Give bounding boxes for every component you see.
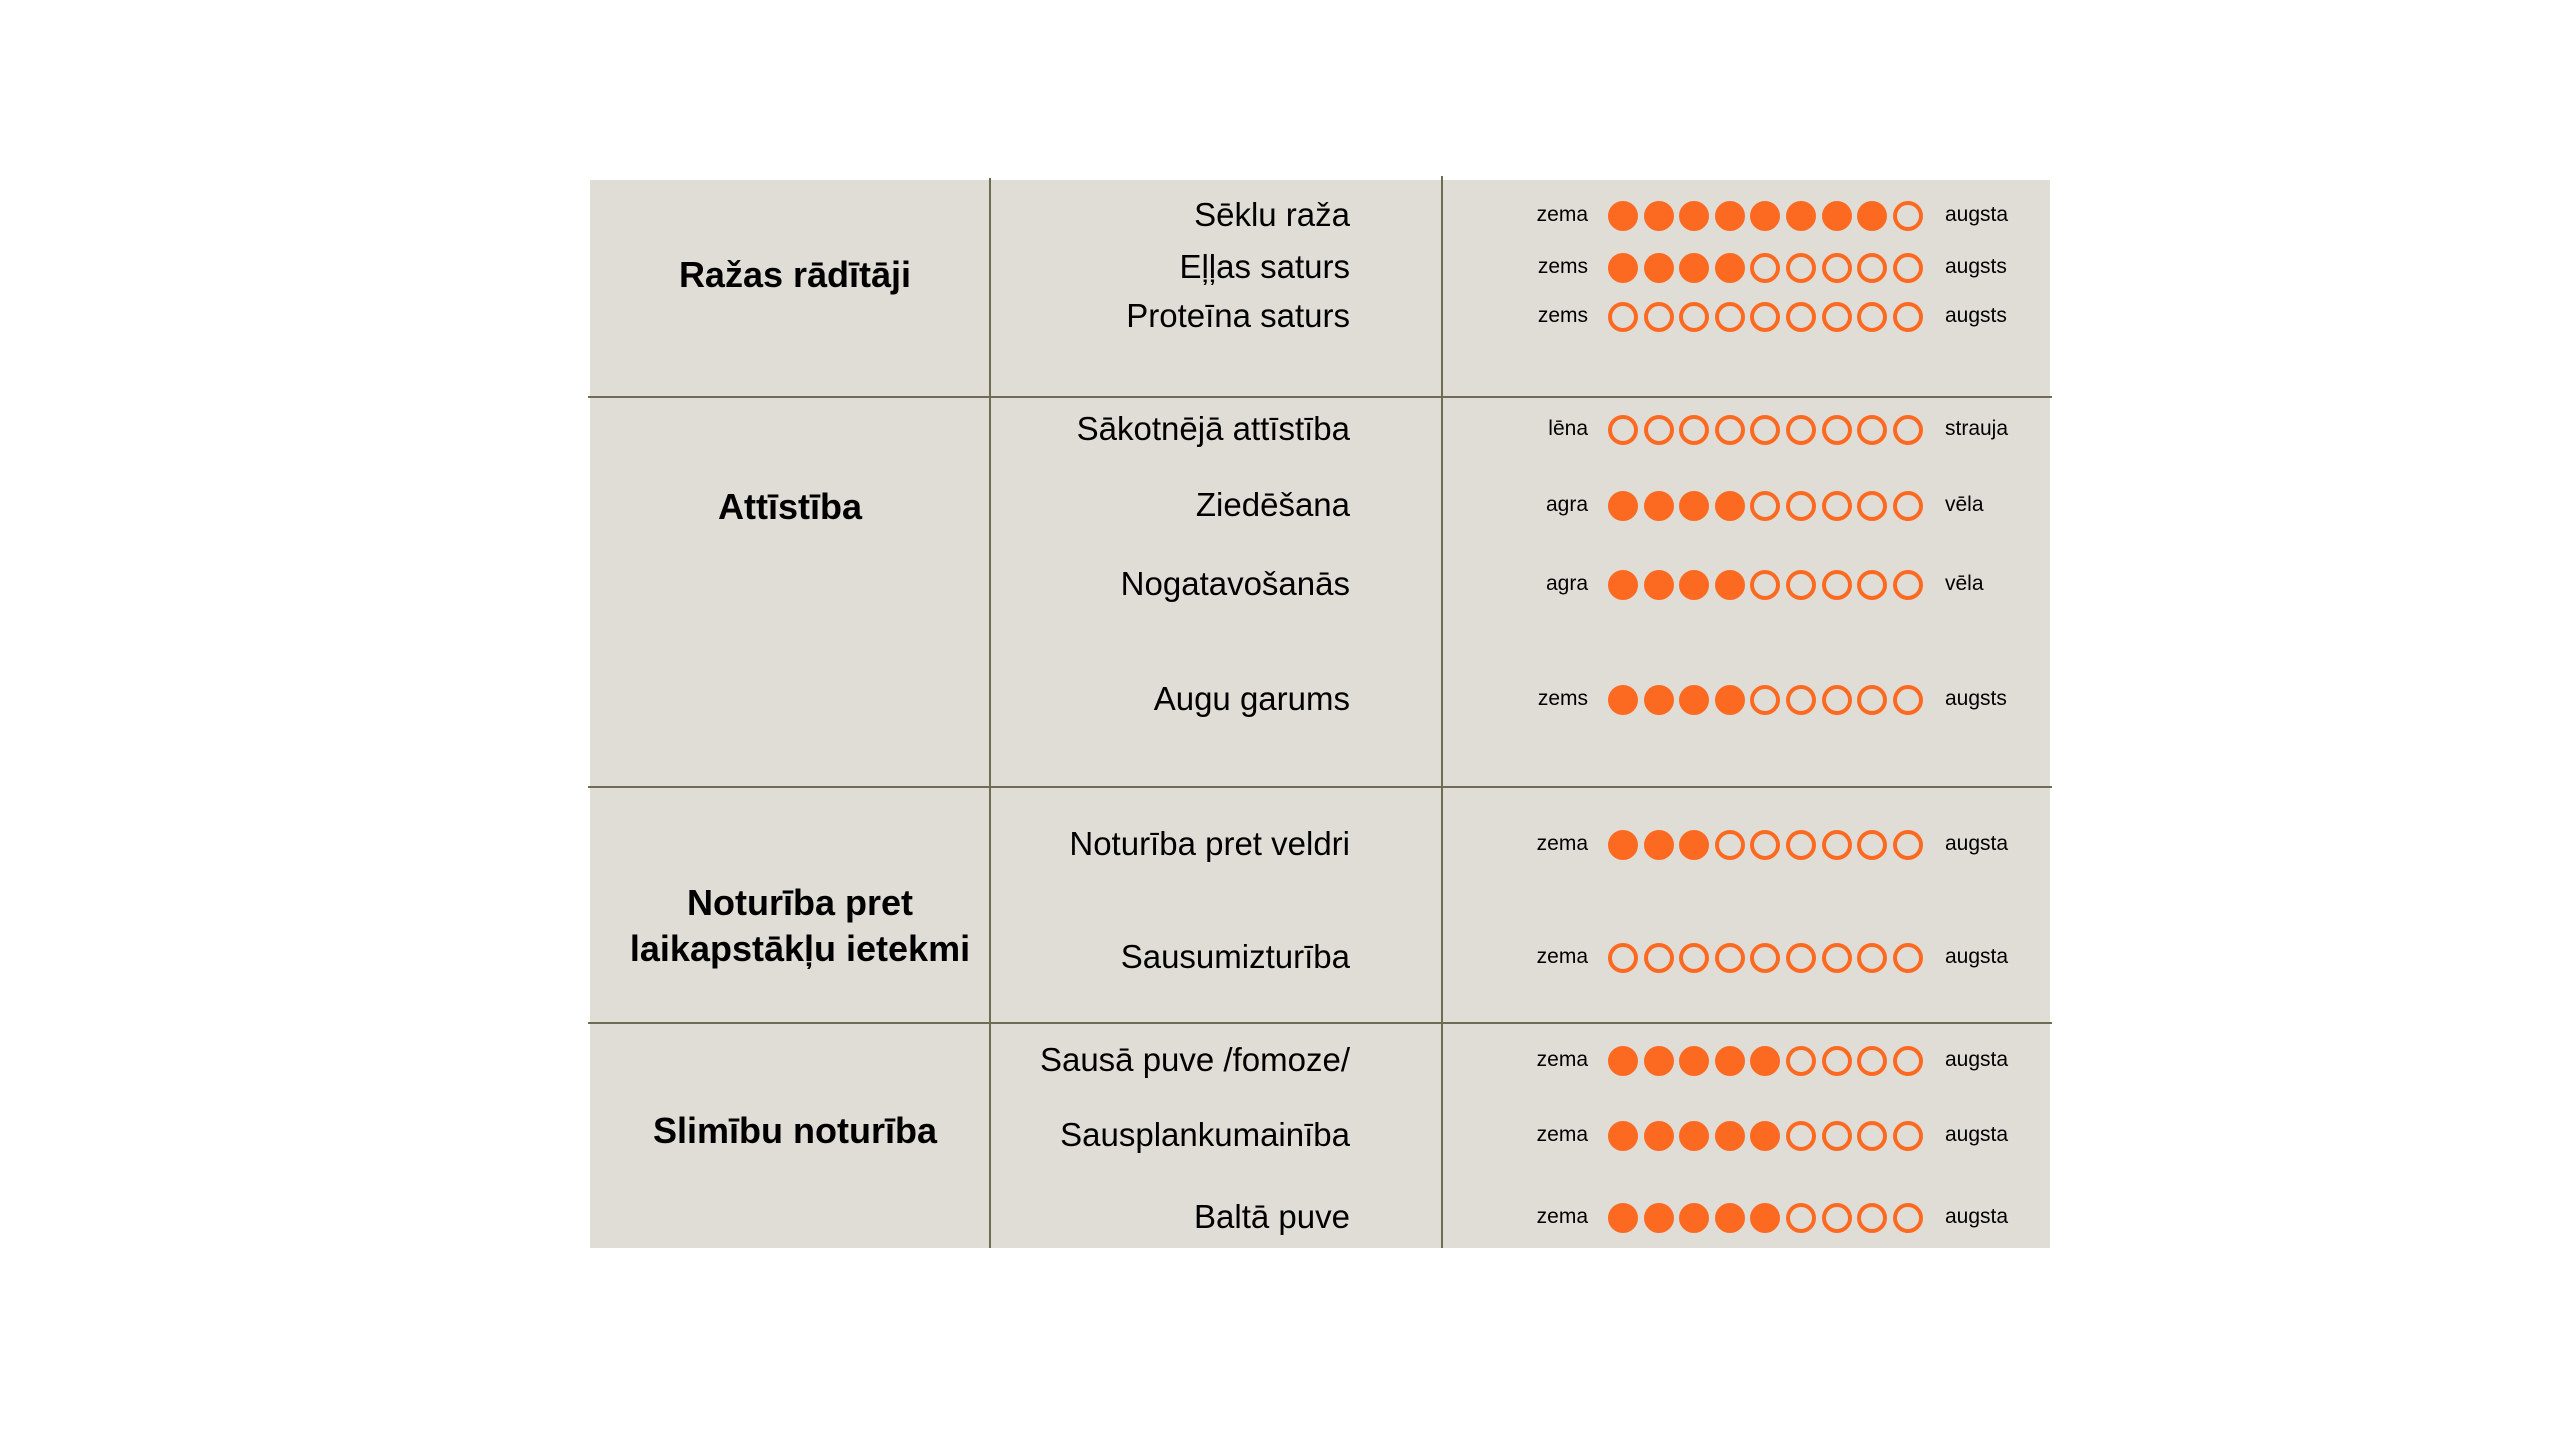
rating-dot-empty [1822, 302, 1852, 332]
rating-dot-filled [1715, 201, 1745, 231]
scale-low-label: zems [1537, 304, 1588, 327]
scale-high-label: vēla [1945, 493, 1984, 516]
section-title-development: Attīstība [718, 486, 862, 527]
criterion-label: Proteīna saturs [1126, 297, 1350, 334]
scale-high-label: augsts [1945, 687, 2007, 710]
rating-dot-empty [1893, 943, 1923, 973]
criterion-label: Sākotnējā attīstība [1076, 410, 1350, 447]
scale-high-label: augsts [1945, 255, 2007, 278]
rating-dot-empty [1857, 830, 1887, 860]
scale-low-label: zema [1536, 832, 1588, 855]
rating-dot-filled [1679, 830, 1709, 860]
rating-dot-empty [1822, 1046, 1852, 1076]
row-divider [588, 396, 2052, 398]
rating-dot-filled [1857, 201, 1887, 231]
rating-dot-filled [1608, 253, 1638, 283]
rating-dot-filled [1644, 253, 1674, 283]
criterion-label: Sausā puve /fomoze/ [1039, 1041, 1350, 1078]
rating-dot-filled [1715, 1046, 1745, 1076]
scale-low-label: zema [1536, 1123, 1588, 1146]
criterion-label: Nogatavošanās [1120, 565, 1350, 602]
section-title-yield: Ražas rādītāji [678, 254, 912, 295]
scale-high-label: strauja [1945, 417, 2009, 440]
rating-dot-filled [1715, 1203, 1745, 1233]
rating-dot-filled [1679, 491, 1709, 521]
rating-dot-empty [1644, 943, 1674, 973]
rating-dot-filled [1644, 1203, 1674, 1233]
scale-low-label: zems [1537, 255, 1588, 278]
rating-dot-empty [1679, 415, 1709, 445]
rating-dot-empty [1893, 201, 1923, 231]
rating-dot-filled [1644, 685, 1674, 715]
rating-dot-empty [1786, 1121, 1816, 1151]
rating-dot-empty [1893, 1046, 1923, 1076]
rating-dot-empty [1786, 253, 1816, 283]
rating-dot-empty [1857, 491, 1887, 521]
section-title-weather-resistance: Noturība pret laikapstākļu ietekmi [629, 882, 971, 969]
rating-dot-filled [1715, 685, 1745, 715]
rating-dot-empty [1608, 415, 1638, 445]
rating-dot-filled [1608, 685, 1638, 715]
rating-dot-filled [1644, 830, 1674, 860]
rating-dot-empty [1857, 1046, 1887, 1076]
column-divider [989, 178, 991, 1248]
rating-dot-filled [1822, 201, 1852, 231]
rating-dot-empty [1822, 1121, 1852, 1151]
rating-dot-empty [1715, 943, 1745, 973]
rating-dot-empty [1786, 830, 1816, 860]
rating-dot-empty [1857, 685, 1887, 715]
rating-dot-filled [1786, 201, 1816, 231]
rating-dot-filled [1608, 570, 1638, 600]
rating-dot-empty [1857, 253, 1887, 283]
scale-low-label: agra [1545, 493, 1588, 516]
rating-dot-filled [1679, 253, 1709, 283]
section-title-disease-resistance: Slimību noturība [653, 1110, 937, 1151]
scale-low-label: zema [1536, 203, 1588, 226]
rating-dot-empty [1608, 943, 1638, 973]
rating-dot-filled [1679, 1203, 1709, 1233]
criterion-label: Sēklu raža [1194, 196, 1350, 233]
rating-dot-empty [1893, 1121, 1923, 1151]
rating-dot-empty [1857, 943, 1887, 973]
rating-dot-empty [1893, 253, 1923, 283]
rating-dot-empty [1786, 1203, 1816, 1233]
scale-low-label: zems [1537, 687, 1588, 710]
rating-dot-empty [1822, 491, 1852, 521]
rating-dot-empty [1857, 302, 1887, 332]
rating-dot-filled [1679, 685, 1709, 715]
row-divider [588, 1022, 2052, 1024]
rating-dot-filled [1644, 201, 1674, 231]
rating-dot-filled [1608, 491, 1638, 521]
rating-dot-empty [1715, 415, 1745, 445]
criterion-label: Augu garums [1153, 680, 1350, 717]
rating-dot-empty [1786, 943, 1816, 973]
rating-dot-filled [1679, 201, 1709, 231]
criterion-label: Eļļas saturs [1179, 248, 1350, 285]
scale-low-label: agra [1545, 572, 1588, 595]
rating-dot-empty [1644, 415, 1674, 445]
rating-dot-filled [1715, 491, 1745, 521]
rating-dot-filled [1715, 1121, 1745, 1151]
rating-dot-empty [1893, 491, 1923, 521]
criterion-label: Noturība pret veldri [1069, 825, 1350, 862]
rating-dot-empty [1893, 685, 1923, 715]
rating-dot-empty [1822, 1203, 1852, 1233]
rating-dot-filled [1715, 570, 1745, 600]
rating-dot-empty [1857, 415, 1887, 445]
criterion-label: Ziedēšana [1195, 486, 1350, 523]
scale-low-label: zema [1536, 1048, 1588, 1071]
rating-dot-empty [1715, 830, 1745, 860]
scale-high-label: augsta [1945, 203, 2009, 226]
scale-high-label: augsta [1945, 1048, 2009, 1071]
rating-dot-empty [1822, 685, 1852, 715]
rating-dot-filled [1608, 830, 1638, 860]
column-divider [1441, 176, 1443, 1248]
scale-high-label: augsta [1945, 945, 2009, 968]
criterion-label: Sausumizturība [1120, 938, 1350, 975]
scale-high-label: augsta [1945, 1205, 2009, 1228]
rating-dot-empty [1857, 570, 1887, 600]
rating-dot-filled [1679, 1046, 1709, 1076]
rating-dot-empty [1893, 302, 1923, 332]
rating-dot-filled [1608, 1046, 1638, 1076]
rating-dot-filled [1608, 1121, 1638, 1151]
rating-dot-empty [1857, 1121, 1887, 1151]
scale-low-label: lēna [1548, 417, 1588, 440]
rating-dot-empty [1786, 491, 1816, 521]
rating-dot-filled [1608, 1203, 1638, 1233]
scale-high-label: vēla [1945, 572, 1984, 595]
rating-dot-filled [1679, 1121, 1709, 1151]
rating-dot-empty [1822, 943, 1852, 973]
rating-dot-empty [1893, 1203, 1923, 1233]
rating-dot-filled [1608, 201, 1638, 231]
rating-dot-filled [1679, 570, 1709, 600]
rating-dot-empty [1644, 302, 1674, 332]
rating-dot-empty [1822, 415, 1852, 445]
rating-dot-empty [1893, 830, 1923, 860]
row-divider [588, 786, 2052, 788]
rating-dot-empty [1786, 685, 1816, 715]
rating-dot-empty [1822, 570, 1852, 600]
rating-dot-empty [1679, 302, 1709, 332]
rating-dot-empty [1786, 1046, 1816, 1076]
rating-dot-filled [1644, 491, 1674, 521]
scale-low-label: zema [1536, 1205, 1588, 1228]
rating-dot-empty [1822, 253, 1852, 283]
rating-dot-empty [1608, 302, 1638, 332]
scale-high-label: augsta [1945, 1123, 2009, 1146]
rating-dot-empty [1893, 415, 1923, 445]
rating-dot-empty [1893, 570, 1923, 600]
rating-dot-empty [1715, 302, 1745, 332]
rating-dot-empty [1679, 943, 1709, 973]
rating-dot-empty [1786, 570, 1816, 600]
rating-dot-filled [1644, 570, 1674, 600]
criterion-label: Sausplankumainība [1060, 1116, 1350, 1153]
rating-dot-empty [1822, 830, 1852, 860]
scale-high-label: augsta [1945, 832, 2009, 855]
rating-dot-filled [1715, 253, 1745, 283]
criterion-label: Baltā puve [1194, 1198, 1350, 1235]
rating-dot-filled [1644, 1121, 1674, 1151]
rating-dot-empty [1786, 302, 1816, 332]
rating-dot-filled [1644, 1046, 1674, 1076]
rating-dot-empty [1857, 1203, 1887, 1233]
scale-high-label: augsts [1945, 304, 2007, 327]
scale-low-label: zema [1536, 945, 1588, 968]
rating-dot-empty [1786, 415, 1816, 445]
